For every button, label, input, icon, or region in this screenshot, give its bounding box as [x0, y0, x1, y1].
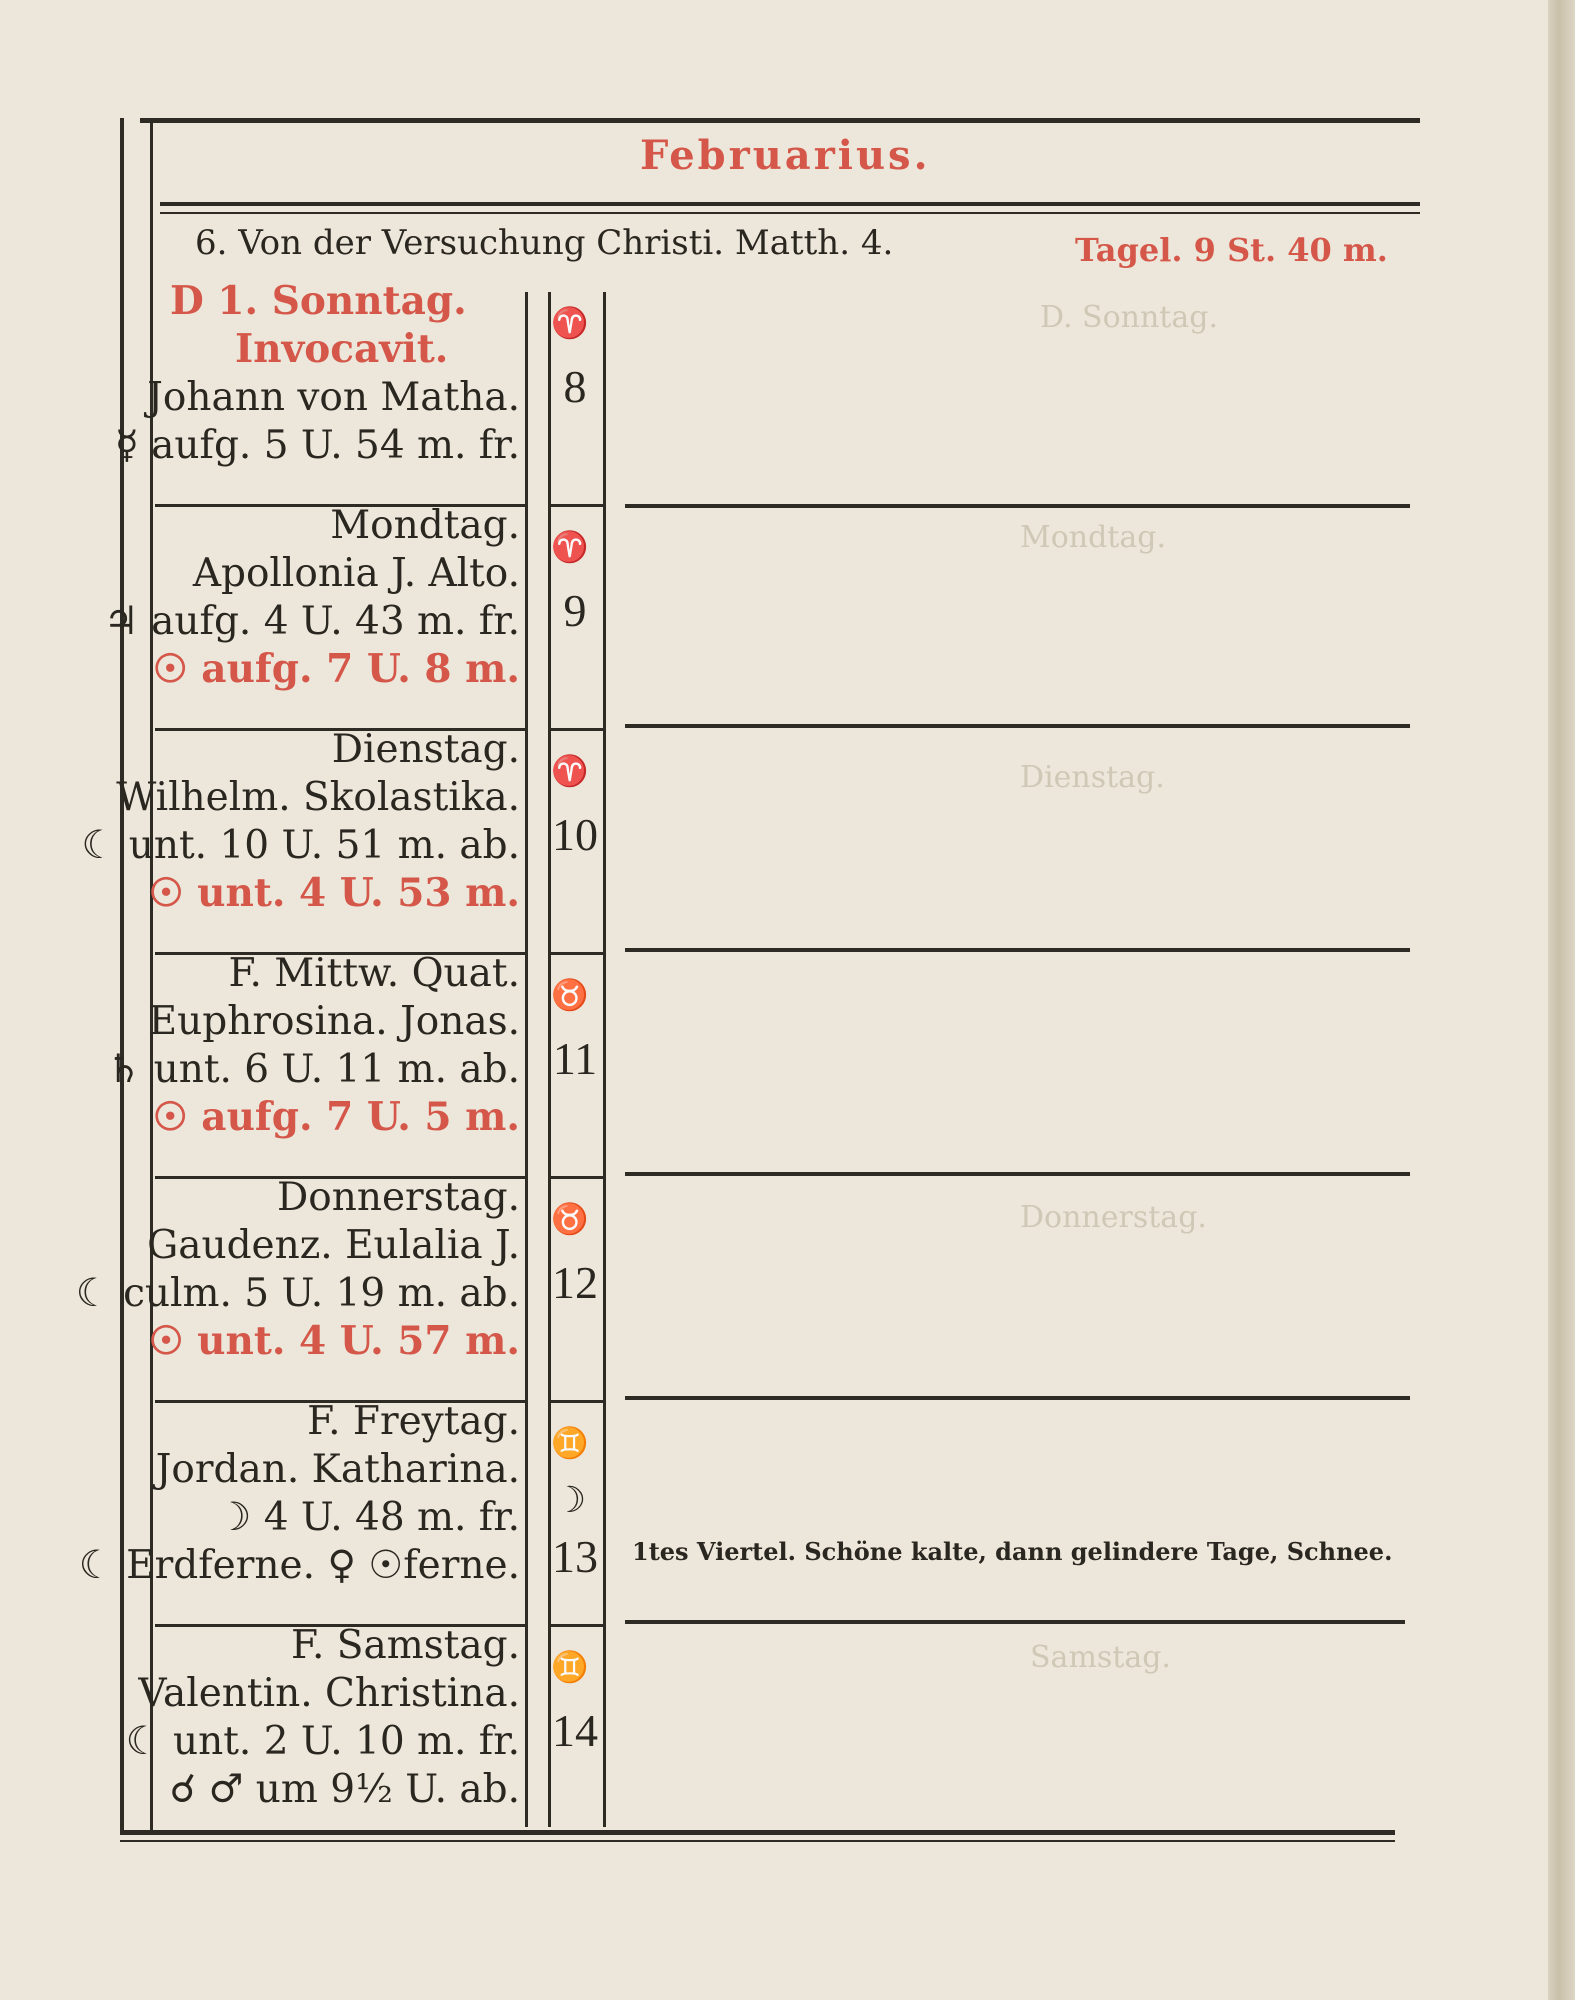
- day-line: ☉ aufg. 7 U. 8 m.: [152, 646, 520, 692]
- row-separator-sign: [550, 1624, 604, 1627]
- row-separator-sign: [550, 1400, 604, 1403]
- day-line: ☉ aufg. 7 U. 5 m.: [152, 1094, 520, 1140]
- day-line: Euphrosina. Jonas.: [148, 999, 520, 1044]
- date-number: 12: [552, 1257, 598, 1308]
- zodiac-sign-icon: ♈: [551, 306, 589, 341]
- row-separator-sign: [550, 1176, 604, 1179]
- day-line: ☽ 4 U. 48 m. fr.: [216, 1495, 520, 1540]
- zodiac-sign-icon: ♈: [551, 754, 589, 789]
- day-line: ☉ unt. 4 U. 53 m.: [148, 870, 520, 916]
- row-separator-right: [625, 724, 1410, 728]
- zodiac-sign-icon: ♊: [551, 1426, 589, 1461]
- day-line: Wilhelm. Skolastika.: [116, 775, 520, 820]
- day-line: ☾ unt. 2 U. 10 m. fr.: [125, 1719, 520, 1764]
- day-line: ☾ unt. 10 U. 51 m. ab.: [81, 823, 520, 868]
- top-double-rule: [140, 118, 1420, 123]
- day-line: Johann von Matha.: [147, 375, 520, 420]
- date-number: 10: [552, 809, 598, 860]
- week-line: 6. Von der Versuchung Christi. Matth. 4.: [195, 223, 894, 263]
- bleed-through: D. Sonntag.: [1040, 300, 1218, 335]
- row-separator-right: [625, 948, 1410, 952]
- page-edge: [1548, 0, 1575, 2000]
- day-line: F. Samstag.: [290, 1623, 520, 1668]
- header-rule: [160, 202, 1420, 206]
- date-number: 11: [552, 1033, 598, 1084]
- day-line: F. Mittw. Quat.: [228, 951, 520, 996]
- zodiac-sign-icon: ♈: [551, 530, 589, 565]
- day-line: ♄ unt. 6 U. 11 m. ab.: [106, 1047, 520, 1092]
- bleed-through: Mondtag.: [1020, 520, 1166, 555]
- date-number: 14: [552, 1705, 598, 1756]
- date-number: 8: [563, 361, 587, 412]
- day-line: ♃ aufg. 4 U. 43 m. fr.: [103, 599, 520, 644]
- day-line: Valentin. Christina.: [138, 1671, 520, 1716]
- row-separator-sign: [550, 728, 604, 731]
- day-line: ☾ culm. 5 U. 19 m. ab.: [75, 1271, 520, 1316]
- date-number: 9: [563, 585, 587, 636]
- zodiac-sign-icon: ♉: [551, 978, 589, 1013]
- row-separator-sign: [550, 504, 604, 507]
- bleed-through: Donnerstag.: [1020, 1200, 1207, 1235]
- moon-phase-icon: ☽: [553, 1480, 587, 1521]
- day-line: ☾ Erdferne. ♀ ☉ferne.: [78, 1543, 520, 1588]
- bleed-through: Samstag.: [1030, 1640, 1171, 1675]
- day-length: Tagel. 9 St. 40 m.: [1075, 231, 1388, 269]
- bottom-rule-thin: [120, 1840, 1395, 1842]
- day-line: Dienstag.: [331, 727, 520, 772]
- day-line: ☿ aufg. 5 U. 54 m. fr.: [114, 423, 520, 468]
- row-separator-sign: [550, 952, 604, 955]
- row-separator-right: [625, 1396, 1410, 1400]
- row-separator-right: [625, 1172, 1410, 1176]
- bottom-rule: [120, 1830, 1395, 1835]
- day-line: Jordan. Katharina.: [155, 1447, 520, 1492]
- day-line: Invocavit.: [235, 326, 449, 372]
- day-line: D 1. Sonntag.: [170, 278, 467, 324]
- bleed-through: Dienstag.: [1020, 760, 1165, 795]
- day-line: Mondtag.: [330, 503, 520, 548]
- day-line: F. Freytag.: [307, 1399, 520, 1444]
- day-line: Donnerstag.: [276, 1175, 520, 1220]
- row-separator-right: [625, 504, 1410, 508]
- col-divider-left: [525, 292, 528, 1827]
- zodiac-sign-icon: ♊: [551, 1650, 589, 1685]
- zodiac-sign-icon: ♉: [551, 1202, 589, 1237]
- day-line: ☉ unt. 4 U. 57 m.: [148, 1318, 520, 1364]
- row-separator-right: [625, 1620, 1405, 1624]
- day-line: Apollonia J. Alto.: [192, 551, 520, 596]
- weather-note: 1tes Viertel. Schöne kalte, dann gelindere Tage, Schnee.: [632, 1537, 1393, 1566]
- day-line: ☌ ♂ um 9½ U. ab.: [169, 1767, 520, 1812]
- day-line: Gaudenz. Eulalia J.: [147, 1223, 520, 1268]
- month-title: Februarius.: [640, 132, 931, 179]
- header-rule-thin: [160, 212, 1420, 214]
- date-number: 13: [552, 1531, 598, 1582]
